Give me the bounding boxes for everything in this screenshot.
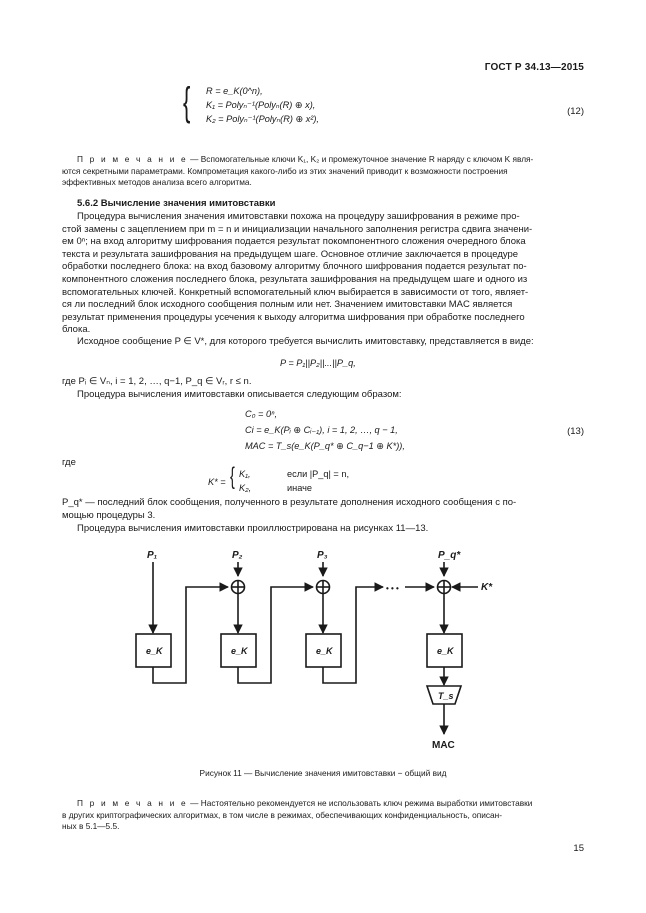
para4-line2: мощью процедуры 3. <box>62 509 156 521</box>
eq12-line1: R = e_K(0^n), <box>206 86 263 96</box>
note-2-label: П р и м е ч а н и е <box>77 798 188 808</box>
equation-13-number: (13) <box>567 426 584 437</box>
eq12-line2: K₁ = Polyₙ⁻¹(Polyₙ(R) ⊕ x), <box>206 100 316 110</box>
eq13-line2: Ci = e_K(Pᵢ ⊕ Cᵢ₋₁), i = 1, 2, …, q − 1, <box>245 425 398 435</box>
where-2: где <box>62 457 76 468</box>
document-id: ГОСТ Р 34.13—2015 <box>484 62 584 73</box>
label-mac: MAC <box>432 740 455 751</box>
kstar-case2-value: K₂, <box>239 483 252 493</box>
kstar-case1-condition: если |P_q| = n, <box>287 469 350 479</box>
paragraph-2: Исходное сообщение P ∈ V*, для которого требуется вычислить имитовставку, представляется в виде: <box>77 336 534 347</box>
label-pq: P_q* <box>438 550 461 561</box>
para4-line1: P_q* — последний блок сообщения, полученного в результате дополнения исходного сообщения с по- <box>62 497 517 508</box>
equation-p: P = P₁||P₂||...||P_q, <box>280 358 356 368</box>
label-p2: P₂ <box>232 550 243 561</box>
left-brace-kstar: { <box>230 463 235 490</box>
note-2-line3: ных в 5.1—5.5. <box>62 821 120 831</box>
kstar-lhs: K* = <box>208 477 226 487</box>
para1-line: Процедура вычисления значения имитовставки похожа на процедуру зашифрования в режиме про- <box>77 211 520 222</box>
note-1-line1: — Вспомогательные ключи K₁, K₂ и промежуточное значение R наряду с ключом K явля- <box>190 154 534 164</box>
section-heading: 5.6.2 Вычисление значения имитовставки <box>77 198 276 209</box>
para1-line: блока. <box>62 324 91 336</box>
page-number: 15 <box>573 843 584 854</box>
label-p1: P₁ <box>147 550 158 561</box>
note-2-line1: — Настоятельно рекомендуется не использовать ключ режима выработки имитовставки <box>190 798 533 808</box>
label-ek-q: e_K <box>437 646 454 656</box>
para1-line: вспомогательных ключей. Конкретный вспомогательный ключ выбирается в зависимости от того, являет- <box>62 286 529 298</box>
eq12-line3: K₂ = Polyₙ⁻¹(Polyₙ(R) ⊕ x²), <box>206 114 319 124</box>
para1-line: стой замены с зацеплением при m = n и инициализации начального заполнения регистра сдвига значени- <box>62 223 533 235</box>
arrow-ek3-to-dots <box>323 587 383 683</box>
figure-caption: Рисунок 11 — Вычисление значения имитовставки − общий вид <box>199 768 447 778</box>
para1-line: текста и результата зашифрования на предыдущем шаге. Основное отличие заключается в процедуре <box>62 248 519 260</box>
note-1-line3: эффективных методов анализа всего алгоритма. <box>62 177 252 187</box>
note-1-label: П р и м е ч а н и е <box>77 154 188 164</box>
label-ts: T_s <box>438 691 454 701</box>
arrow-ek1-to-xor2 <box>153 587 228 683</box>
para1-line: результат применения процедуры усечения к выходу алгоритма шифрования при обработке последнего <box>62 311 525 323</box>
label-p3: P₃ <box>317 550 328 561</box>
para1-line: ся ли последний блок исходного сообщения полным или нет. Значением имитовставки MAC является <box>62 299 513 311</box>
note-2-line2: в других криптографических алгоритмах, в том числе в режимах, обеспечивающих конфиденциальность, описан- <box>62 809 503 820</box>
label-ek-1: e_K <box>146 646 163 656</box>
paragraph-5: Процедура вычисления имитовставки проиллюстрирована на рисунках 11—13. <box>77 523 429 534</box>
note-2 <box>62 798 584 833</box>
label-dots: • • • <box>386 584 399 593</box>
kstar-case2-condition: иначе <box>287 483 313 493</box>
para1-line: обработки последнего блока: на вход базовому алгоритму блочного шифрования подается результат по- <box>62 261 527 273</box>
where-1: где Pᵢ ∈ Vₙ, i = 1, 2, …, q−1, P_q ∈ Vᵣ, r ≤ n. <box>62 376 252 387</box>
label-kstar: K* <box>481 582 493 593</box>
left-brace-12: { <box>183 80 191 124</box>
para1-line: ем 0ⁿ; на вход алгоритму шифрования подается результат покомпонентного сложения очередного блока <box>62 236 526 248</box>
para1-line: компонентного сложения последнего блока, результата зашифрования на предыдущем шаге и одного из <box>62 273 528 285</box>
eq13-line1: C₀ = 0ⁿ, <box>245 409 277 419</box>
equation-12-number: (12) <box>567 106 584 117</box>
label-ek-3: e_K <box>316 646 333 656</box>
eq13-line3: MAC = T_s(e_K(P_q* ⊕ C_q−1 ⊕ K*)), <box>245 441 405 451</box>
label-ek-2: e_K <box>231 646 248 656</box>
arrow-ek2-to-xor3 <box>238 587 313 683</box>
note-1-line2: ются секретными параметрами. Компрометация какого-либо из этих значений приводит к возможности построения <box>62 165 508 176</box>
paragraph-3: Процедура вычисления имитовставки описывается следующим образом: <box>77 389 402 400</box>
kstar-case1-value: K₁, <box>239 469 251 479</box>
